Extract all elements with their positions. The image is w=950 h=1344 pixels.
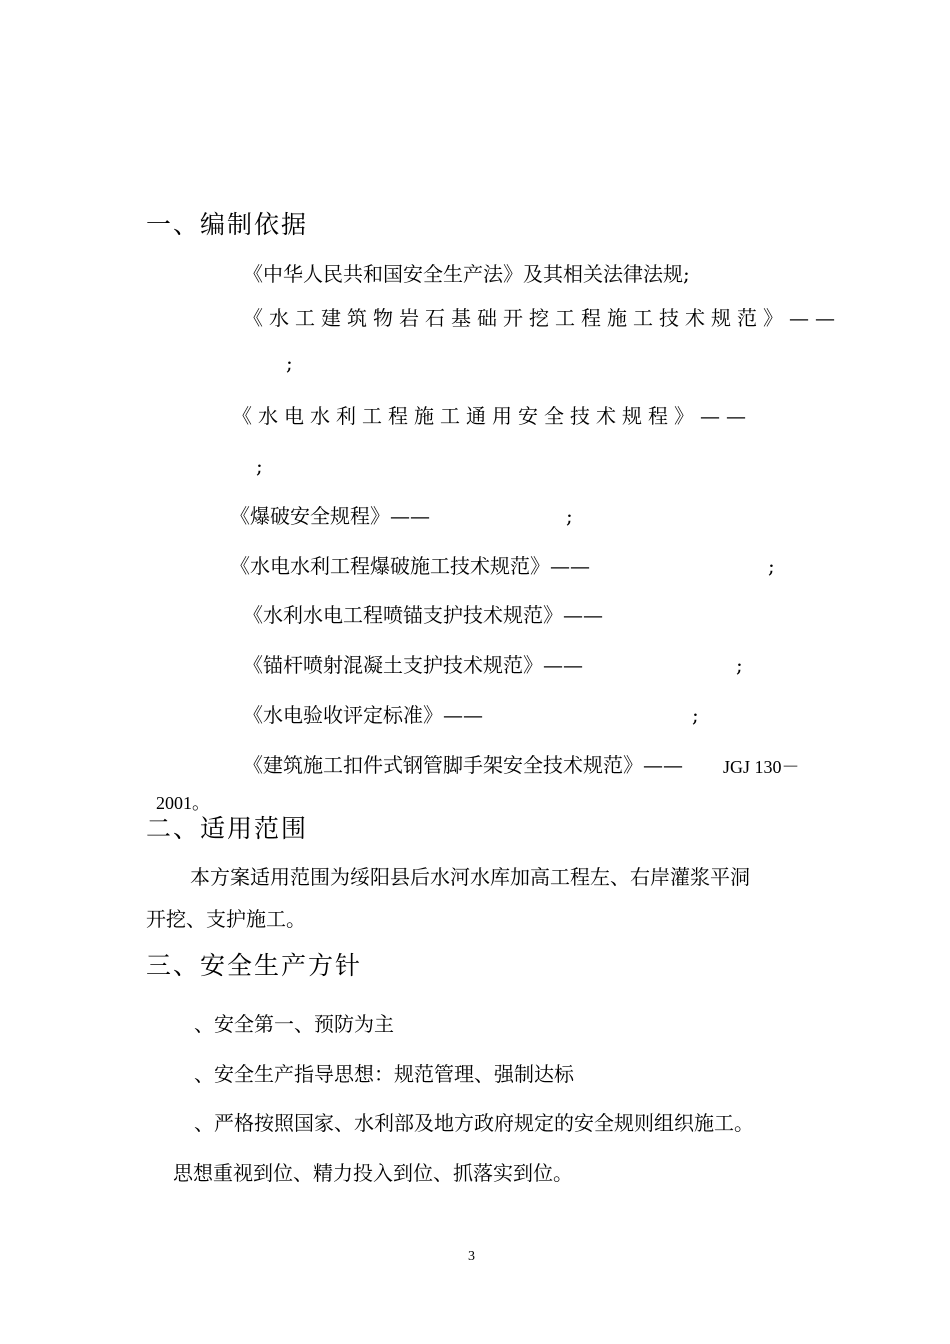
basis-item-anchor-concrete-end: ; bbox=[736, 653, 743, 677]
scope-paragraph-line-2: 开挖、支护施工。 bbox=[146, 907, 306, 931]
basis-item-blasting-safety-end: ; bbox=[566, 504, 573, 528]
policy-item-3: 、严格按照国家、水利部及地方政府规定的安全规则组织施工。 bbox=[194, 1111, 754, 1135]
page-number: 3 bbox=[468, 1249, 475, 1264]
basis-item-blasting-safety: 《爆破安全规程》—— bbox=[230, 504, 430, 528]
basis-item-scaffold-year: 2001。 bbox=[156, 793, 210, 813]
section-heading-basis: 一、编制依据 bbox=[146, 210, 309, 239]
basis-item-anchor-concrete: 《锚杆喷射混凝土支护技术规范》—— bbox=[243, 653, 583, 677]
basis-item-rock-excavation-end: ; bbox=[286, 351, 293, 375]
basis-item-blasting-construction-end: ; bbox=[768, 554, 775, 578]
policy-item-2: 、安全生产指导思想：规范管理、强制达标 bbox=[194, 1062, 574, 1086]
basis-item-blasting-construction: 《水电水利工程爆破施工技术规范》—— bbox=[230, 554, 590, 578]
basis-item-acceptance: 《水电验收评定标准》—— bbox=[243, 703, 483, 727]
section-heading-scope: 二、适用范围 bbox=[146, 814, 309, 843]
basis-item-shotcrete-anchor: 《水利水电工程喷锚支护技术规范》—— bbox=[243, 603, 603, 627]
basis-item-safety-law: 《中华人民共和国安全生产法》及其相关法律法规; bbox=[243, 262, 690, 286]
section-heading-policy: 三、安全生产方针 bbox=[146, 951, 363, 980]
basis-item-scaffold: 《建筑施工扣件式钢管脚手架安全技术规范》—— bbox=[243, 753, 683, 777]
basis-item-general-safety: 《水电水利工程施工通用安全技术规程》—— bbox=[232, 404, 752, 428]
basis-item-rock-excavation: 《水工建筑物岩石基础开挖工程施工技术规范》—— bbox=[243, 306, 841, 330]
basis-item-general-safety-end: ; bbox=[256, 454, 263, 478]
policy-item-1: 、安全第一、预防为主 bbox=[194, 1012, 394, 1036]
basis-item-acceptance-end: ; bbox=[692, 703, 699, 727]
scope-paragraph-line-1: 本方案适用范围为绥阳县后水河水库加高工程左、右岸灌浆平洞 bbox=[190, 865, 750, 889]
policy-item-4: 思想重视到位、精力投入到位、抓落实到位。 bbox=[173, 1161, 573, 1185]
basis-item-scaffold-code: JGJ 130－ bbox=[723, 757, 800, 777]
